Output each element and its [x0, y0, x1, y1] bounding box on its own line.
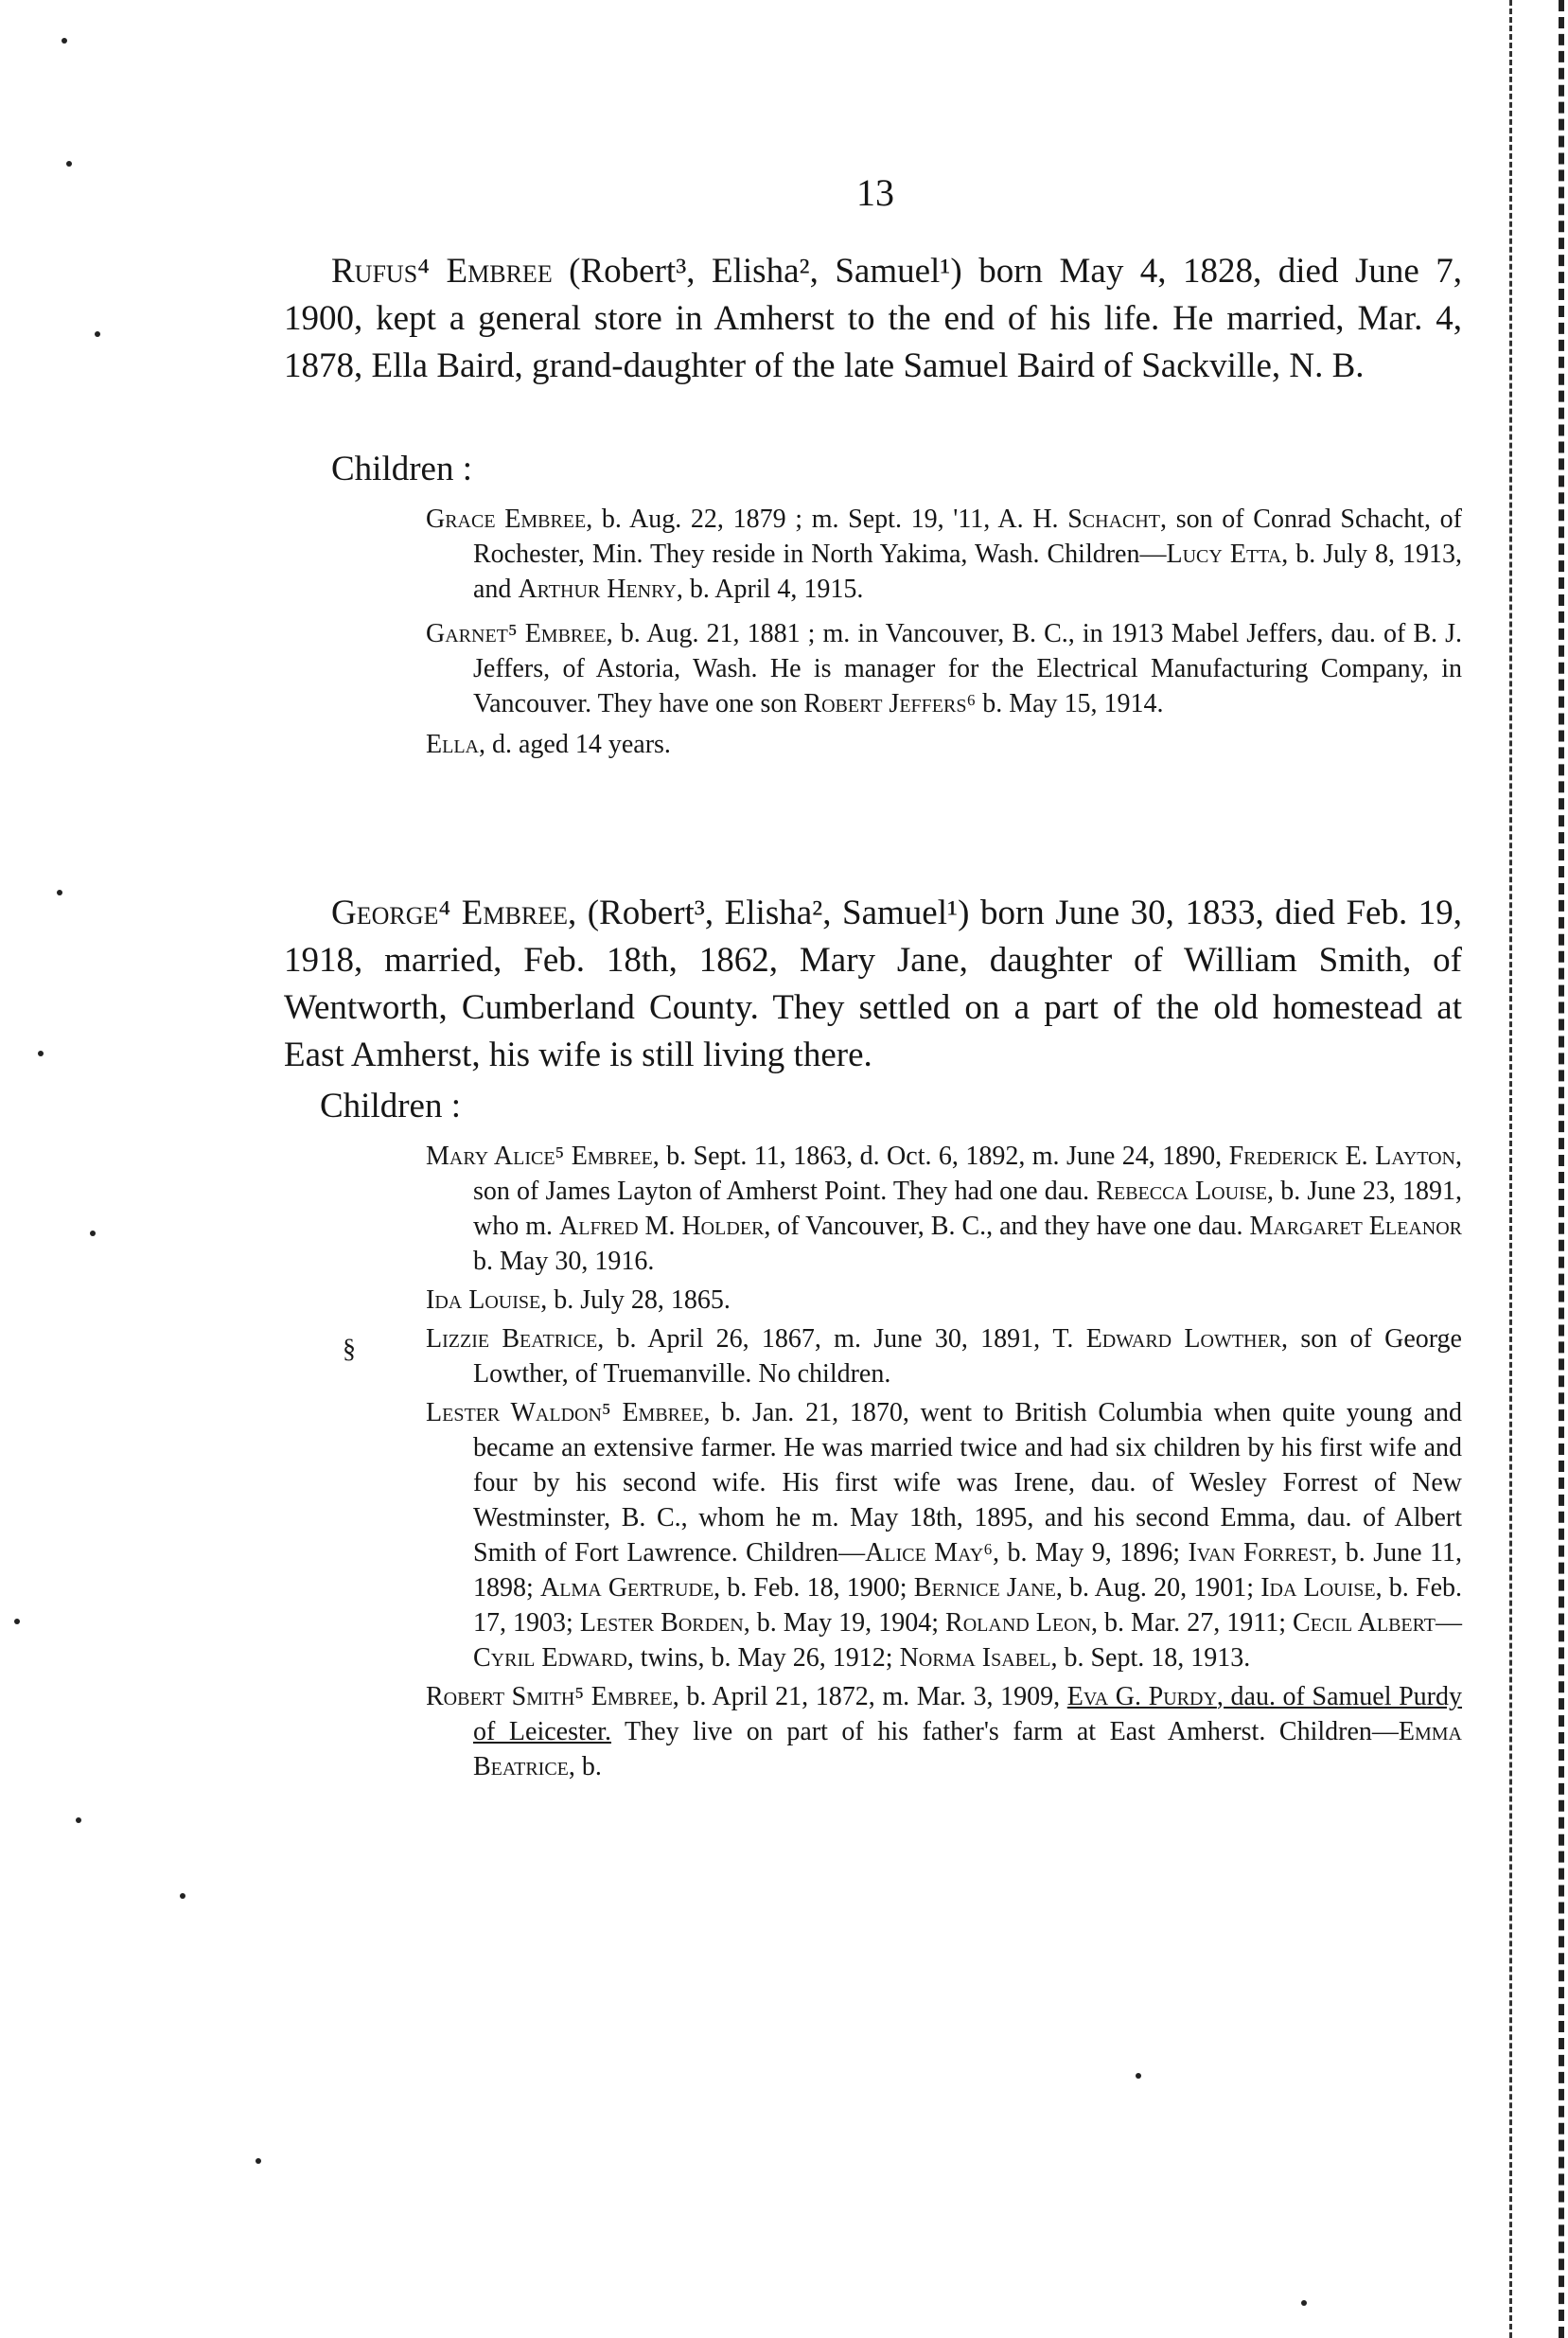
list-item: Grace Embree, b. Aug. 22, 1879 ; m. Sept. 19, '11, A. H. Schacht, son of Conrad Schacht, of Rochester, Min. They reside in North Yakima, Wash. Children—Lucy Etta, b. July 8, 1913, and Arthur Henry, b. April 4, 1915.: [426, 505, 1462, 604]
george-paragraph: [284, 890, 1462, 1079]
speck: [1136, 2073, 1141, 2079]
speck: [66, 161, 72, 167]
list-item: Garnet⁵ Embree, b. Aug. 21, 1881 ; m. in Vancouver, B. C., in 1913 Mabel Jeffers, dau. of B. J. Jeffers, of Astoria, Wash. He is manager for the Electrical Manufacturing Company, in Vancouver. They have one son Robert Jeffers⁶ b. May 15, 1914.: [426, 619, 1462, 718]
child-name: Lester Waldon⁵ Embree: [426, 1398, 704, 1427]
speck: [76, 1817, 81, 1823]
margin-mark: §: [343, 1335, 356, 1364]
list-item: Lizzie Beatrice, b. April 26, 1867, m. June 30, 1891, T. Edward Lowther, son of George Lowther, of Truemanville. No children.: [426, 1324, 1462, 1389]
list-item: Mary Alice⁵ Embree, b. Sept. 11, 1863, d. Oct. 6, 1892, m. June 24, 1890, Frederick E. Layton, son of James Layton of Amherst Point. They had one dau. Rebecca Louise, b. June 23, 1891, who m. Alfred M. Holder, of Vancouver, B. C., and they have one dau. Margaret Eleanor b. May 30, 1916.: [426, 1142, 1463, 1276]
rufus-paragraph: [284, 248, 1462, 390]
speck: [62, 38, 67, 44]
child-name: Lizzie Beatrice: [426, 1324, 598, 1354]
list-item: Ella, d. aged 14 years.: [426, 730, 671, 759]
list-item: Lester Waldon⁵ Embree, b. Jan. 21, 1870, went to British Columbia when quite young and became an extensive farmer. He was married twice and had six children by his first wife and four by his second wife. His first wife was Irene, dau. of Wesley Forrest of New Westminster, B. C., whom he m. May 18th, 1895, and his second Emma, dau. of Albert Smith of Fort Lawrence. Children—Alice May⁶, b. May 9, 1896; Ivan Forrest, b. June 11, 1898; Alma Gertrude, b. Feb. 18, 1900; Bernice Jane, b. Aug. 20, 1901; Ida Louise, b. Feb. 17, 1903; Lester Borden, b. May 19, 1904; Roland Leon, b. Mar. 27, 1911; Cecil Albert—Cyril Edward, twins, b. May 26, 1912; Norma Isabel, b. Sept. 18, 1913.: [426, 1398, 1463, 1673]
george-text: (Robert³, Elisha², Samuel¹) born June 30, 1833, died Feb. 19, 1918, married, Feb. 18th, 1862, Mary Jane, daughter of William Smith, of Wentworth, Cumberland County. They settled on a part of the old homestead at East Amherst, his wife is still living there.: [284, 894, 1462, 1074]
list-item: Ida Louise, b. July 28, 1865.: [426, 1285, 731, 1315]
speck: [255, 2158, 261, 2164]
speck: [38, 1051, 44, 1056]
speck: [57, 890, 62, 895]
gutter-edge: [1559, 0, 1564, 2338]
rufus-children-list: [426, 502, 1462, 762]
page-number: 13: [856, 171, 894, 214]
george-children-label: Children :: [320, 1087, 462, 1125]
george-children-list: [426, 1139, 1462, 1784]
gutter-line: [1509, 0, 1512, 2338]
speck: [1301, 2300, 1307, 2306]
child-name: Ella: [426, 730, 479, 759]
speck: [180, 1893, 185, 1899]
rufus-children-label: Children :: [331, 450, 473, 488]
george-name: George⁴ Embree,: [331, 894, 577, 932]
child-name: Robert Smith⁵ Embree: [426, 1682, 673, 1711]
speck: [90, 1231, 96, 1236]
rufus-text: (Robert³, Elisha², Samuel¹) born May 4, 1828, died June 7, 1900, kept a general store in Amherst to the end of his life. He married, Mar. 4, 1878, Ella Baird, grand-daughter of the late Samuel Baird of Sackville, N. B.: [284, 252, 1462, 385]
speck: [14, 1619, 20, 1624]
child-name: Garnet⁵ Embree: [426, 619, 607, 648]
child-name: Ida Louise: [426, 1285, 541, 1315]
child-name: Grace Embree: [426, 505, 587, 534]
rufus-name: Rufus⁴ Embree: [331, 252, 553, 291]
list-item: Robert Smith⁵ Embree, b. April 21, 1872, m. Mar. 3, 1909, Eva G. Purdy, dau. of Samuel Purdy of Leicester. They live on part of his father's farm at East Amherst. Children—Emma Beatrice, b.: [426, 1682, 1463, 1781]
child-name: Mary Alice⁵ Embree: [426, 1142, 653, 1171]
speck: [95, 331, 100, 337]
